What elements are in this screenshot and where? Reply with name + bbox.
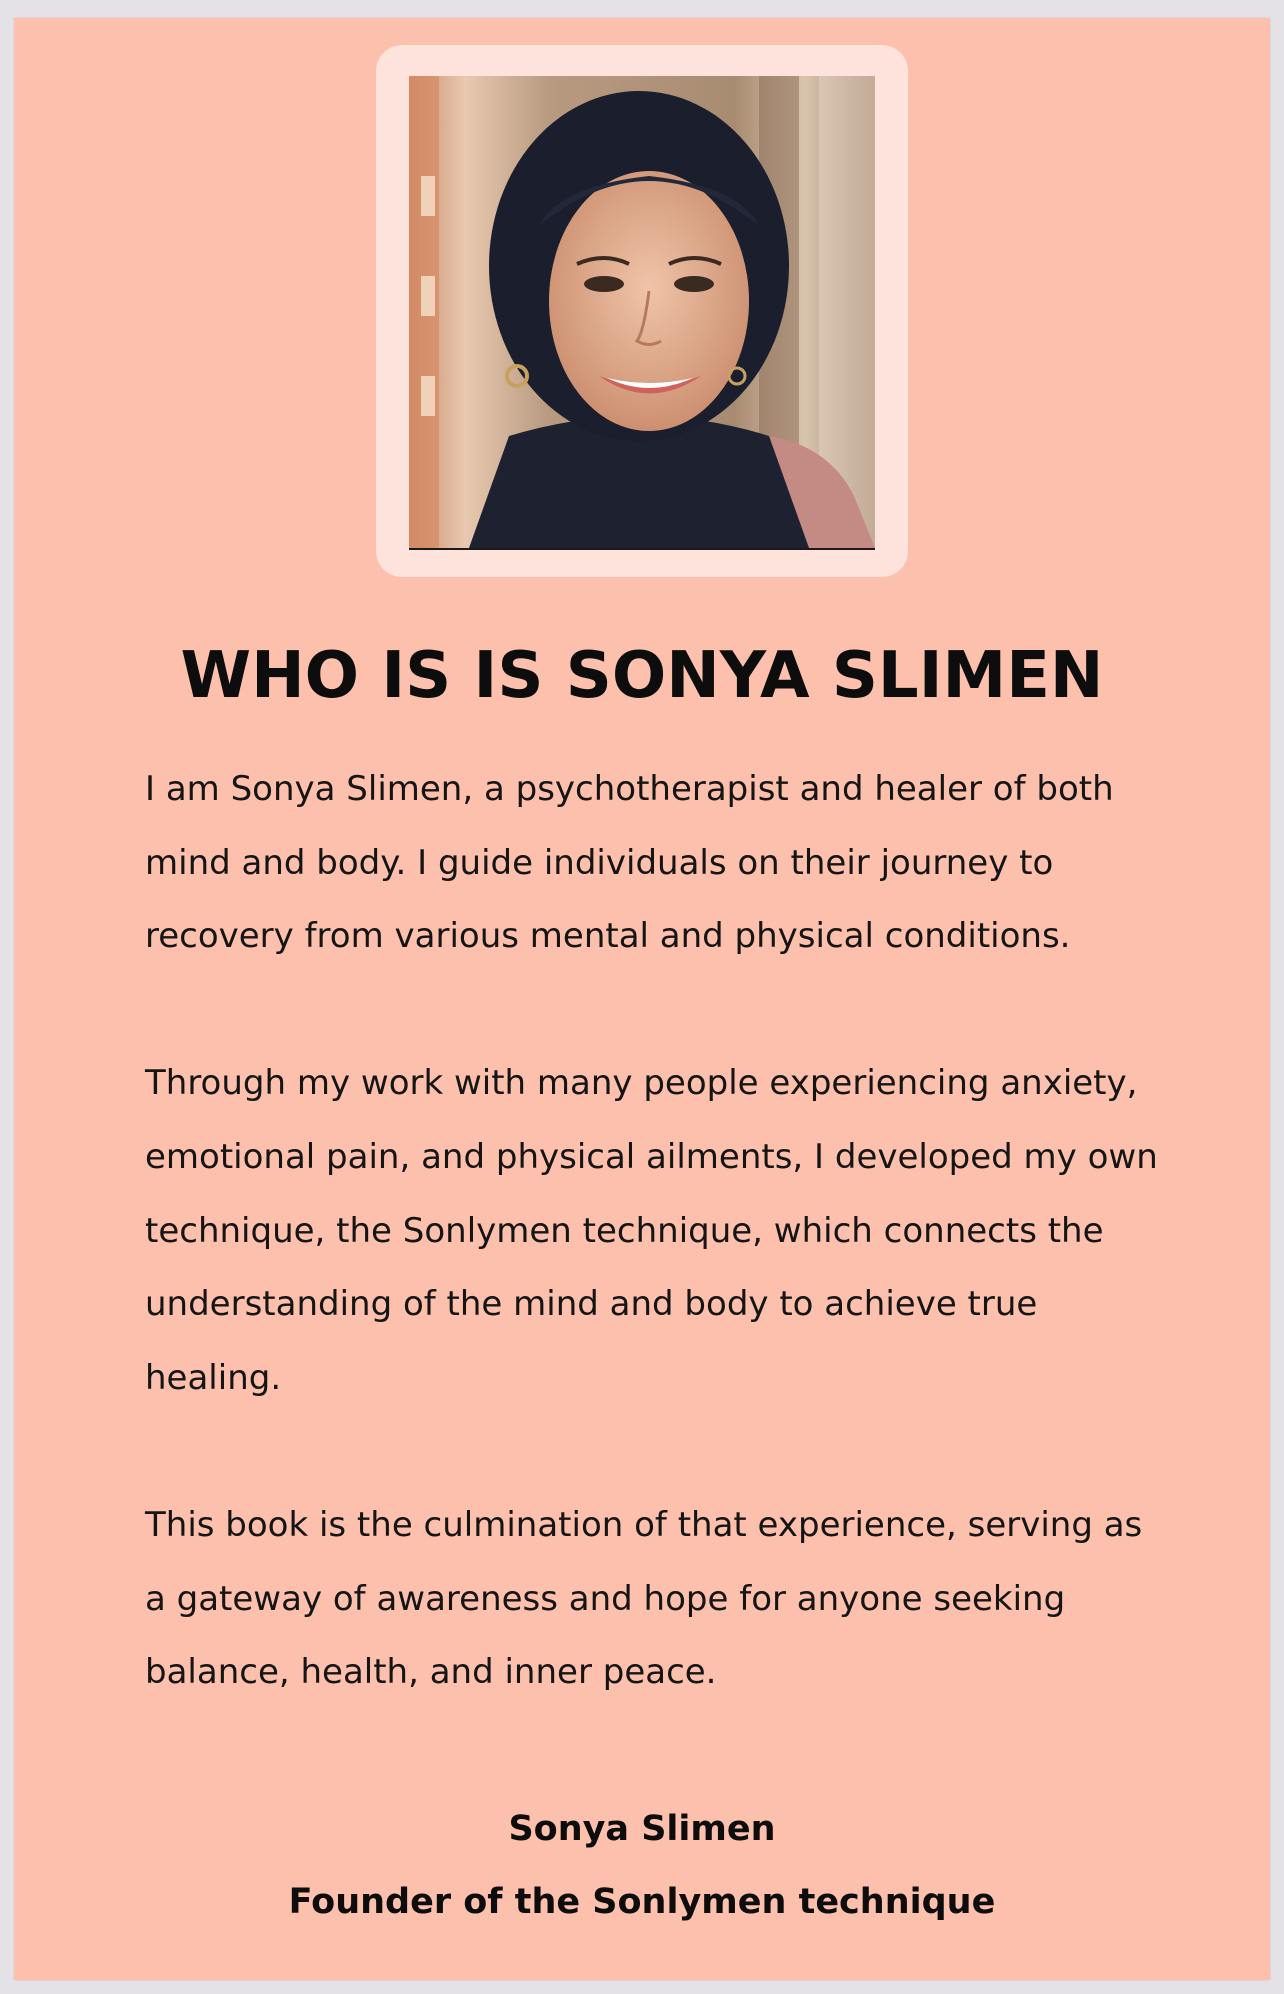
author-name: Sonya Slimen bbox=[508, 1809, 776, 1849]
author-role: Founder of the Sonlymen technique bbox=[288, 1882, 996, 1922]
portrait-photo-icon bbox=[409, 76, 875, 550]
paragraph-technique: Through my work with many people experiencing anxiety, emotional pain, and physical ailments, I developed my own technique, the Sonlymen technique, which connects the understanding of the mind and body to achieve true healing. bbox=[145, 1063, 1158, 1398]
about-text bbox=[145, 753, 1165, 1783]
paragraph-book: This book is the culmination of that experience, serving as a gateway of awareness and hope for anyone seeking balance, health, and inner peace. bbox=[145, 1504, 1143, 1693]
portrait-frame bbox=[376, 45, 908, 577]
paragraph-intro: I am Sonya Slimen, a psychotherapist and healer of both mind and body. I guide individuals on their journey to recovery from various mental and physical conditions. bbox=[145, 769, 1114, 957]
book-page bbox=[14, 18, 1270, 1980]
signature-block bbox=[14, 1793, 1270, 1939]
page-title: WHO IS IS SONYA SLIMEN bbox=[180, 639, 1104, 713]
